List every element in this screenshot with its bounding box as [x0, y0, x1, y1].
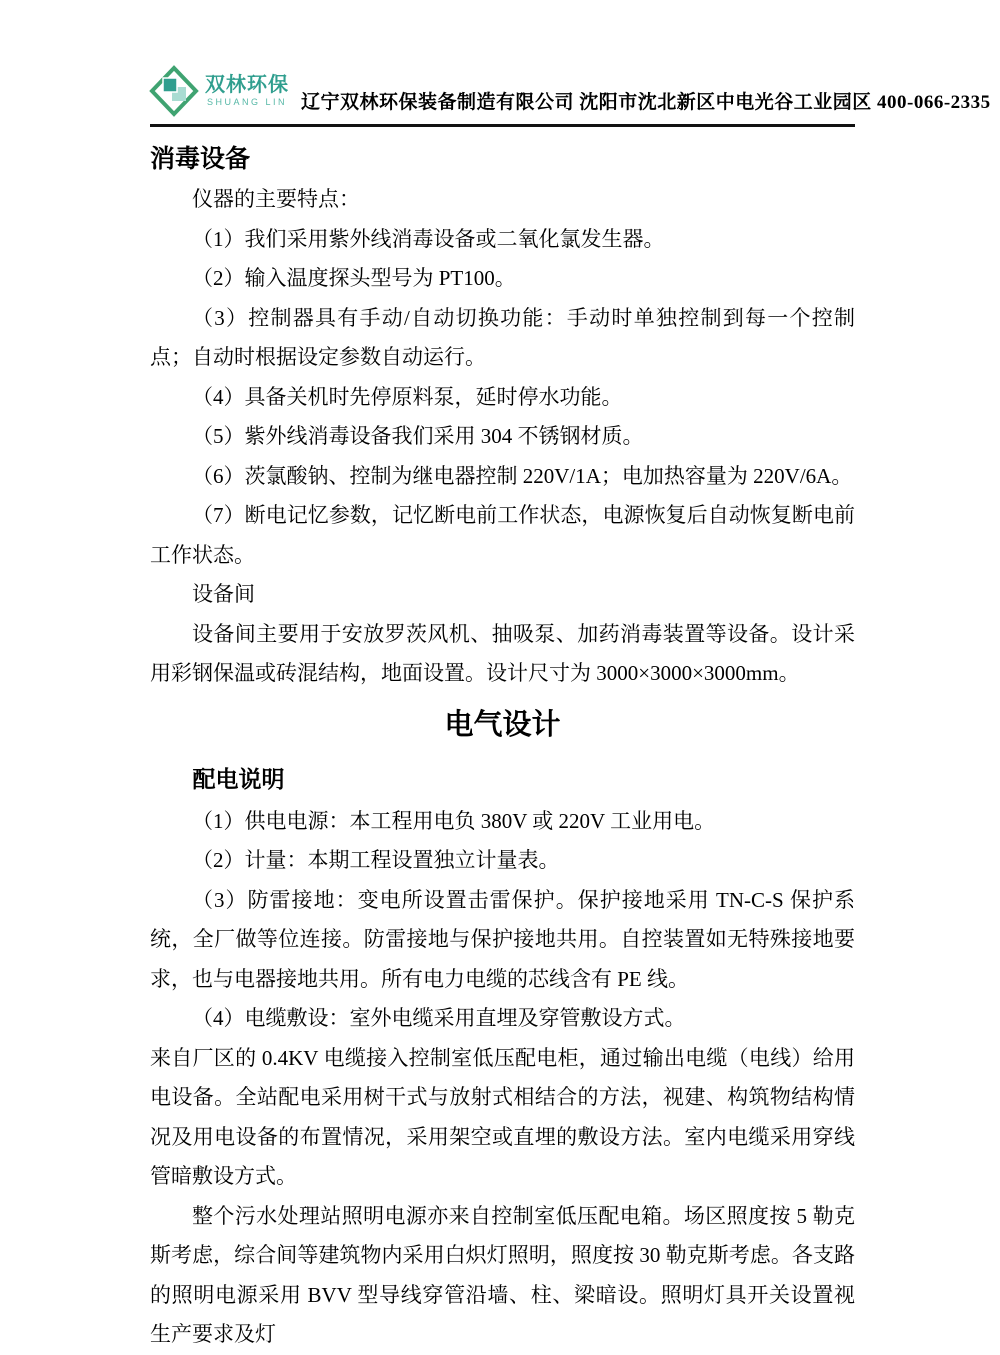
logo-wordmark — [205, 75, 289, 107]
list-item-4: （4）具备关机时先停原料泵，延时停水功能。 — [192, 384, 623, 409]
paragraph-cable-layout: 来自厂区的 0.4KV 电缆接入控制室低压配电柜，通过输出电缆（电线）给用电设备。全站配电采用树干式与放射式相结合的方法，视建、构筑物结构情况及用电设备的布置情况，采用架空或直埋的敷设方法。室内电缆采用穿线管暗敷设方式。 — [150, 1045, 855, 1188]
logo-cn-text: 双林环保 — [205, 74, 289, 96]
list-item-power-4: （4）电缆敷设：室外电缆采用直埋及穿管敷设方式。 — [192, 1006, 686, 1030]
list-item-6: （6）茨氯酸钠、控制为继电器控制 220V/1A；电加热容量为 220V/6A。 — [192, 463, 853, 488]
list-item-power-1: （1）供电电源：本工程用电负 380V 或 220V 工业用电。 — [192, 808, 716, 833]
paragraph-equipment-room-label: 设备间 — [192, 582, 255, 606]
header-divider — [150, 124, 855, 127]
paragraph-lighting: 整个污水处理站照明电源亦来自控制室低压配电箱。场区照度按 5 勒克斯考虑，综合间等建筑物内采用白炽灯照明，照度按 30 勒克斯考虑。各支路的照明电源采用 BVV 型导线穿管沿墙、柱、梁暗设。照明灯具开关设置视生产要求及灯 — [150, 1203, 855, 1346]
list-item-7: （7）断电记忆参数，记忆断电前工作状态，电源恢复后自动恢复断电前工作状态。 — [150, 503, 855, 567]
paragraph-features-intro: 仪器的主要特点： — [192, 187, 360, 211]
section-title-electrical: 电气设计 — [444, 708, 561, 741]
list-item-5: （5）紫外线消毒设备我们采用 304 不锈钢材质。 — [192, 424, 644, 448]
logo-mark-icon — [150, 66, 202, 116]
list-item-1: （1）我们采用紫外线消毒设备或二氧化氯发生器。 — [192, 226, 665, 251]
page-header — [150, 66, 991, 116]
company-logo — [150, 66, 289, 116]
paragraph-equipment-room-desc: 设备间主要用于安放罗茨风机、抽吸泵、加药消毒装置等设备。设计采用彩钢保温或砖混结构，地面设置。设计尺寸为 3000×3000×3000mm。 — [150, 621, 855, 685]
list-item-power-3: （3）防雷接地：变电所设置击雷保护。保护接地采用 TN-C-S 保护系统，全厂做等位连接。防雷接地与保护接地共用。自控装置如无特殊接地要求，也与电器接地共用。所有电力电缆的芯线含有 PE 线。 — [150, 887, 855, 991]
list-item-3: （3）控制器具有手动/自动切换功能：手动时单独控制到每一个控制点；自动时根据设定参数自动运行。 — [150, 305, 855, 369]
section-title-disinfection: 消毒设备 — [150, 145, 251, 173]
logo-en-text: SHUANG LIN — [207, 97, 288, 107]
subsection-title-power-distribution: 配电说明 — [192, 765, 285, 792]
list-item-2: （2）输入温度探头型号为 PT100。 — [192, 266, 516, 290]
list-item-power-2: （2）计量：本期工程设置独立计量表。 — [192, 848, 560, 872]
company-info-line: 辽宁双林环保装备制造有限公司 沈阳市沈北新区中电光谷工业园区 400-066-2335 — [301, 92, 991, 113]
